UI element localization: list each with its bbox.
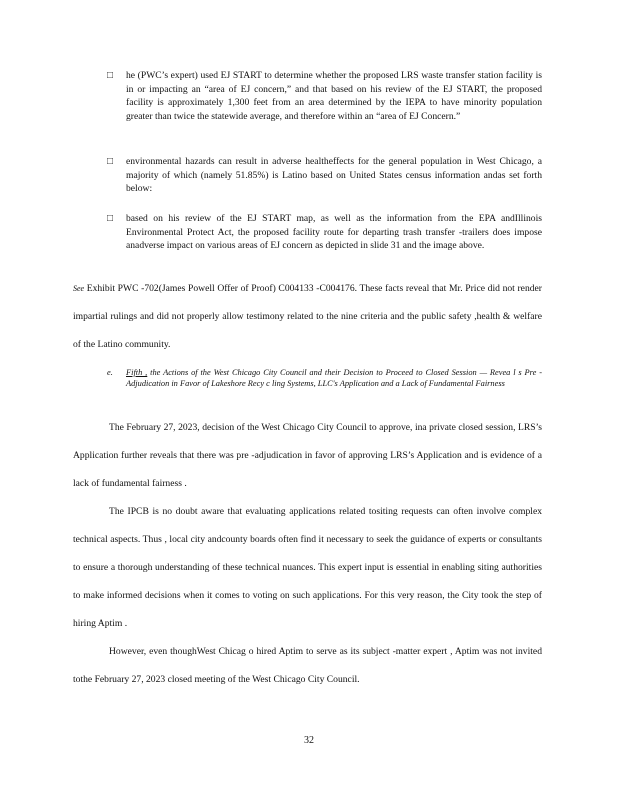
body-paragraph: However, even thoughWest Chicag o hired Aptim to serve as its subject -matter expert , Aptim was not invited tothe February 27, 2023 closed meeting of the West Chicago City Council. — [73, 646, 542, 685]
page-number: 32 — [304, 735, 314, 746]
bullet-marker: □ — [107, 213, 114, 224]
see-signal: See — [73, 284, 85, 293]
bullet-text: he (PWC’s expert) used EJ START to determine whether the proposed LRS waste transfer station facility is in or impacting an “area of EJ concern,” and that based on his review of the EJ START, the proposed facility is approximately 1,300 feet from an area determined by the IEPA to have minority population greater than twice the statewide average, and therefore within an “area of EJ Concern.” — [126, 70, 542, 122]
bullet-item — [107, 69, 542, 123]
body-paragraph: The IPCB is no doubt aware that evaluating applications related tositing requests can often involve complex technical aspects. Thus , local city andcounty boards often find it necessary to seek the guidance of experts or consultants to ensure a thorough understanding of these technical nuances. This expert input is essential in enabling siting authorities to make informed decisions when it comes to voting on such applications. For this very reason, the City took the step of hiring Aptim . — [73, 506, 542, 629]
heading-letter: e. — [107, 368, 113, 377]
heading-underlined: Fifth , — [126, 368, 148, 377]
heading-rest: the Actions of the West Chicago City Council and their Decision to Proceed to Closed Session — Revea l s Pre -Adjudication in Favor of Lakeshore Recy c ling Systems, LLC's Application and a Lack of Fundamental Fairness — [126, 368, 543, 388]
bullet-text: environmental hazards can result in adverse healtheffects for the general population in West Chicago, a majority of which (namely 51.85%) is Latino based on United States census information andas set forth below: — [126, 156, 542, 195]
section-heading — [107, 367, 542, 389]
bullet-item — [107, 155, 542, 196]
bullet-item — [107, 212, 542, 253]
exhibit-text: Exhibit PWC -702(James Powell Offer of Proof) C004133 -C004176. These facts reveal that Mr. Price did not render impartial rulings and did not properly allow testimony related to the nine criteria and the public safety ,health & welfare of the Latino community. — [73, 283, 542, 350]
body-paragraph: The February 27, 2023, decision of the West Chicago City Council to approve, ina private closed session, LRS’s Application further reveals that there was pre -adjudication in favor of approving LRS’s Application and is evidence of a lack of fundamental fairness . — [73, 422, 542, 489]
bullet-marker: □ — [107, 70, 114, 81]
bullet-marker: □ — [107, 156, 114, 167]
heading-text — [126, 367, 542, 389]
exhibit-paragraph — [73, 275, 542, 359]
bullet-text: based on his review of the EJ START map, as well as the information from the EPA andIllinois Environmental Protect Act, the proposed facility route for departing trash transfer -trailers does impose anadverse impact on various areas of EJ concern as depicted in slide 31 and the image above. — [126, 213, 542, 252]
